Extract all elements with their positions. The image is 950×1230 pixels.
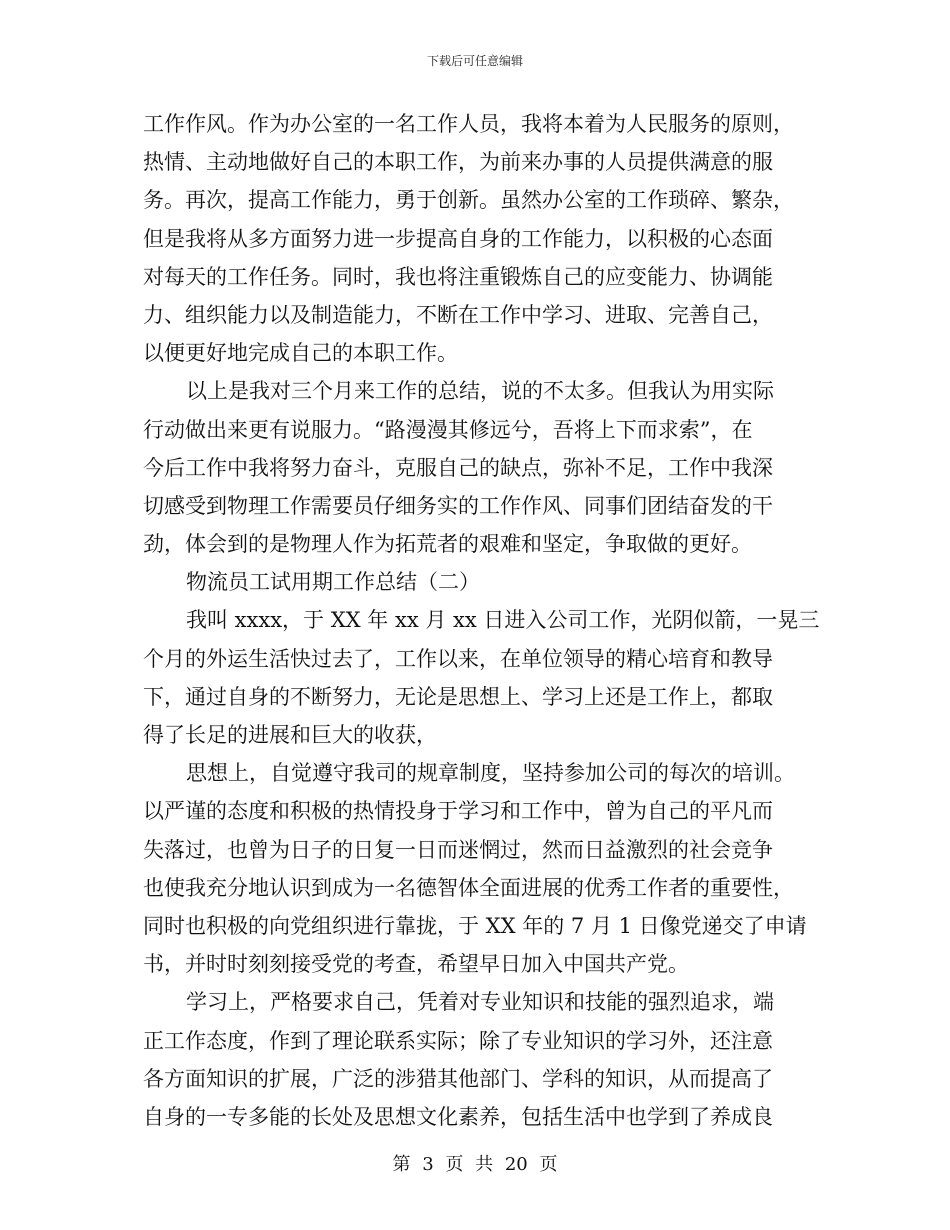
text-line: 力、组织能力以及制造能力，不断在工作中学习、进取、完善自己， [143, 302, 773, 327]
page-header-note: 下载后可任意编辑 [426, 54, 523, 68]
text-line: 得了长足的进展和巨大的收获， [143, 723, 437, 747]
text-line: 也使我充分地认识到成为一名德智体全面进展的优秀工作者的重要性， [143, 875, 794, 900]
text-line: 热情、主动地做好自己的本职工作，为前来办事的人员提供满意的服 [143, 150, 773, 175]
text-line: 书，并时时刻刻接受党的考查，希望早日加入中国共产党。 [143, 952, 689, 977]
document-body [143, 105, 820, 1136]
text-line: 工作作风。作为办公室的一名工作人员，我将本着为人民服务的原则， [143, 112, 794, 136]
text-line: 切感受到物理工作需要员仔细务实的工作作风、同事们团结奋发的干 [143, 493, 773, 518]
text-line: 同时也积极的向党组织进行靠拢，于 XX 年的 7 月 1 日像党递交了申请 [143, 913, 807, 938]
text-line: 以便更好地完成自己的本职工作。 [143, 341, 458, 366]
text-line: 我叫 xxxx，于 XX 年 xx 月 xx 日进入公司工作，光阴似箭，一晃三 [186, 608, 820, 633]
text-line: 学习上，严格要求自己，凭着对专业知识和技能的强烈追求，端 [186, 990, 774, 1015]
text-line: 行动做出来更有说服力。“路漫漫其修远兮，吾将上下而求索”，在 [143, 417, 753, 442]
text-line: 失落过，也曾为日子的日复一日而迷惘过，然而日益激烈的社会竞争 [143, 837, 773, 862]
text-line: 以严谨的态度和积极的热情投身于学习和工作中，曾为自己的平凡而 [143, 799, 773, 824]
text-line: 今后工作中我将努力奋斗，克服自己的缺点，弥补不足，工作中我深 [143, 455, 773, 480]
text-line: 物流员工试用期工作总结（二） [186, 570, 480, 595]
text-line: 正工作态度，作到了理论联系实际；除了专业知识的学习外，还注意 [143, 1028, 773, 1053]
text-line: 下，通过自身的不断努力，无论是思想上、学习上还是工作上，都取 [143, 684, 773, 709]
text-line: 务。再次，提高工作能力，勇于创新。虽然办公室的工作琐碎、繁杂， [143, 188, 794, 213]
text-line: 对每天的工作任务。同时，我也将注重锻炼自己的应变能力、协调能 [143, 264, 773, 289]
text-line: 但是我将从多方面努力进一步提高自身的工作能力，以积极的心态面 [143, 226, 773, 251]
text-line: 各方面知识的扩展，广泛的涉猎其他部门、学科的知识，从而提高了 [143, 1066, 773, 1091]
text-line: 以上是我对三个月来工作的总结，说的不太多。但我认为用实际 [186, 379, 774, 404]
text-line: 自身的一专多能的长处及思想文化素养，包括生活中也学到了养成良 [143, 1104, 773, 1129]
text-line: 劲，体会到的是物理人作为拓荒者的艰难和坚定，争取做的更好。 [143, 532, 752, 557]
text-line: 思想上，自觉遵守我司的规章制度，坚持参加公司的每次的培训。 [186, 761, 795, 786]
text-line: 个月的外运生活快过去了，工作以来，在单位领导的精心培育和教导 [143, 646, 773, 671]
page-number-footer: 第 3 页 共 20 页 [392, 1154, 558, 1175]
